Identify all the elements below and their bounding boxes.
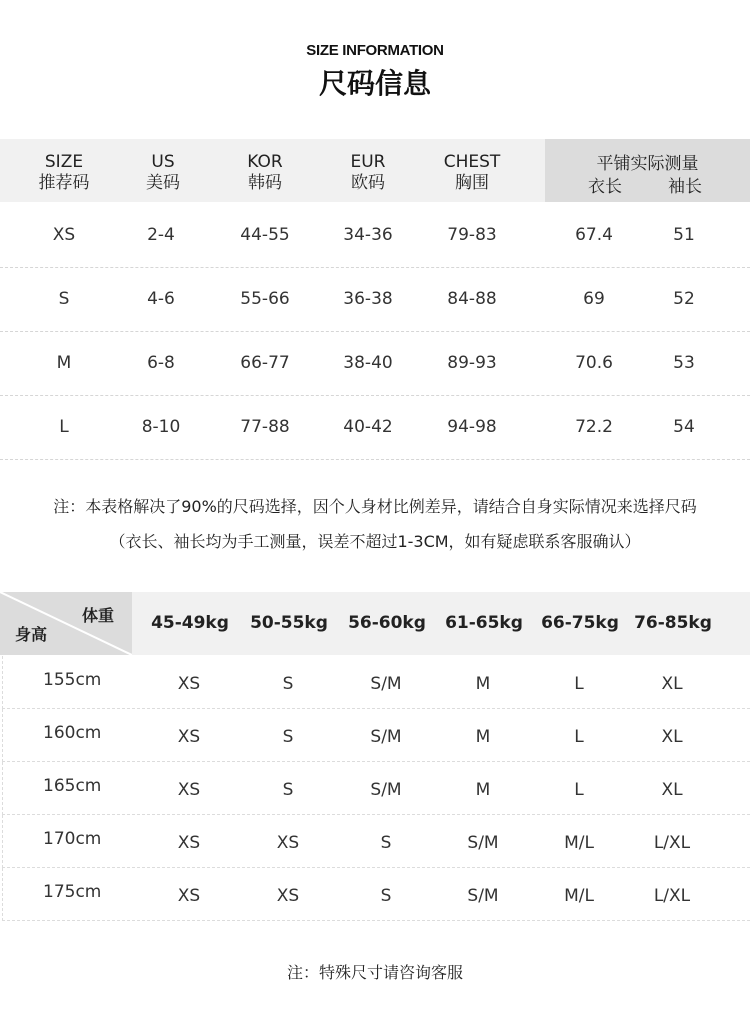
size-cell: 72.2 xyxy=(575,417,613,437)
rec-size-cell: L xyxy=(574,780,584,800)
header-flat-measure: 平铺实际测量 xyxy=(596,154,699,174)
size-cell: 53 xyxy=(673,353,695,373)
size-cell: L xyxy=(59,417,69,437)
rec-size-cell: M/L xyxy=(564,833,594,853)
rec-size-cell: M xyxy=(475,780,491,800)
size-row-xs xyxy=(0,203,750,267)
rec-size-cell: XS xyxy=(276,886,300,906)
size-cell: 38-40 xyxy=(343,353,393,373)
size-cell: 36-38 xyxy=(343,289,393,309)
corner-weight-label: 体重 xyxy=(82,606,115,625)
size-cell: M xyxy=(56,353,72,373)
weight-header: 76-85kg xyxy=(634,613,712,633)
size-cell: 2-4 xyxy=(147,225,175,245)
rec-size-cell: M/L xyxy=(564,886,594,906)
rec-size-cell: S/M xyxy=(370,674,402,694)
size-cell: 44-55 xyxy=(240,225,290,245)
size-cell: XS xyxy=(52,225,76,245)
rec-size-cell: L xyxy=(574,727,584,747)
size-cell: 94-98 xyxy=(447,417,497,437)
header-length: 衣长 xyxy=(588,177,622,197)
height-label: 160cm xyxy=(43,723,102,743)
height-label: 155cm xyxy=(43,670,102,690)
rec-size-cell: XS xyxy=(177,727,201,747)
height-label: 175cm xyxy=(43,882,102,902)
size-row-l xyxy=(0,395,750,459)
height-label: 165cm xyxy=(43,776,102,796)
rec-row xyxy=(2,762,750,815)
rec-size-cell: L xyxy=(574,674,584,694)
size-cell: 4-6 xyxy=(147,289,175,309)
size-cell: 54 xyxy=(673,417,695,437)
title-zh: 尺码信息 xyxy=(318,67,431,100)
rec-size-cell: S/M xyxy=(370,780,402,800)
rec-size-cell: S xyxy=(282,727,294,747)
size-cell: 66-77 xyxy=(240,353,290,373)
rec-size-cell: S xyxy=(380,833,392,853)
rec-row xyxy=(2,815,750,868)
rec-row xyxy=(2,656,750,709)
size-cell: 77-88 xyxy=(240,417,290,437)
rec-size-cell: XL xyxy=(661,674,683,694)
weight-header: 66-75kg xyxy=(541,613,619,633)
rec-row xyxy=(2,868,750,921)
rec-size-cell: XL xyxy=(661,727,683,747)
title-en: SIZE INFORMATION xyxy=(306,42,444,59)
rec-size-cell: XS xyxy=(276,833,300,853)
size-cell: 70.6 xyxy=(575,353,613,373)
rec-size-cell: XS xyxy=(177,833,201,853)
size-row-s xyxy=(0,267,750,331)
header-chest: CHEST 胸围 xyxy=(443,152,501,193)
rec-row xyxy=(2,709,750,762)
header-sleeve: 袖长 xyxy=(668,177,702,197)
size-row-m xyxy=(0,331,750,395)
size-cell: 55-66 xyxy=(240,289,290,309)
rec-size-cell: XL xyxy=(661,780,683,800)
note-measurement: （衣长、袖长均为手工测量，误差不超过1-3CM，如有疑虑联系客服确认） xyxy=(109,532,641,551)
size-cell: 51 xyxy=(673,225,695,245)
rec-size-cell: S/M xyxy=(467,833,499,853)
rec-size-cell: XS xyxy=(177,886,201,906)
rec-size-cell: M xyxy=(475,674,491,694)
note-size-guide: 注：本表格解决了90%的尺码选择，因个人身材比例差异，请结合自身实际情况来选择尺码 xyxy=(53,497,697,516)
header-eur: EUR 欧码 xyxy=(350,152,386,193)
weight-header: 56-60kg xyxy=(348,613,426,633)
header-size: SIZE 推荐码 xyxy=(38,152,90,193)
rec-size-cell: M xyxy=(475,727,491,747)
weight-header: 45-49kg xyxy=(151,613,229,633)
header-us: US 美码 xyxy=(146,152,180,193)
rec-size-cell: S/M xyxy=(370,727,402,747)
size-cell: 52 xyxy=(673,289,695,309)
height-label: 170cm xyxy=(43,829,102,849)
size-cell: 40-42 xyxy=(343,417,393,437)
rec-size-cell: L/XL xyxy=(653,886,691,906)
rec-size-cell: L/XL xyxy=(653,833,691,853)
rec-size-cell: XS xyxy=(177,780,201,800)
rec-size-cell: S xyxy=(282,674,294,694)
header-kor: KOR 韩码 xyxy=(247,152,283,193)
size-cell: 89-93 xyxy=(447,353,497,373)
size-cell: 34-36 xyxy=(343,225,393,245)
size-cell: 84-88 xyxy=(447,289,497,309)
weight-header: 50-55kg xyxy=(250,613,328,633)
rec-size-cell: S/M xyxy=(467,886,499,906)
size-cell: 67.4 xyxy=(575,225,613,245)
size-cell: 6-8 xyxy=(147,353,175,373)
corner-height-label: 身高 xyxy=(15,625,48,644)
size-cell: 79-83 xyxy=(447,225,497,245)
size-cell: 8-10 xyxy=(141,417,181,437)
rec-size-cell: S xyxy=(282,780,294,800)
row-divider xyxy=(0,459,750,460)
weight-header: 61-65kg xyxy=(445,613,523,633)
rec-size-cell: XS xyxy=(177,674,201,694)
rec-size-cell: S xyxy=(380,886,392,906)
size-cell: 69 xyxy=(583,289,605,309)
note-special-size: 注：特殊尺寸请咨询客服 xyxy=(286,963,463,982)
size-cell: S xyxy=(58,289,70,309)
